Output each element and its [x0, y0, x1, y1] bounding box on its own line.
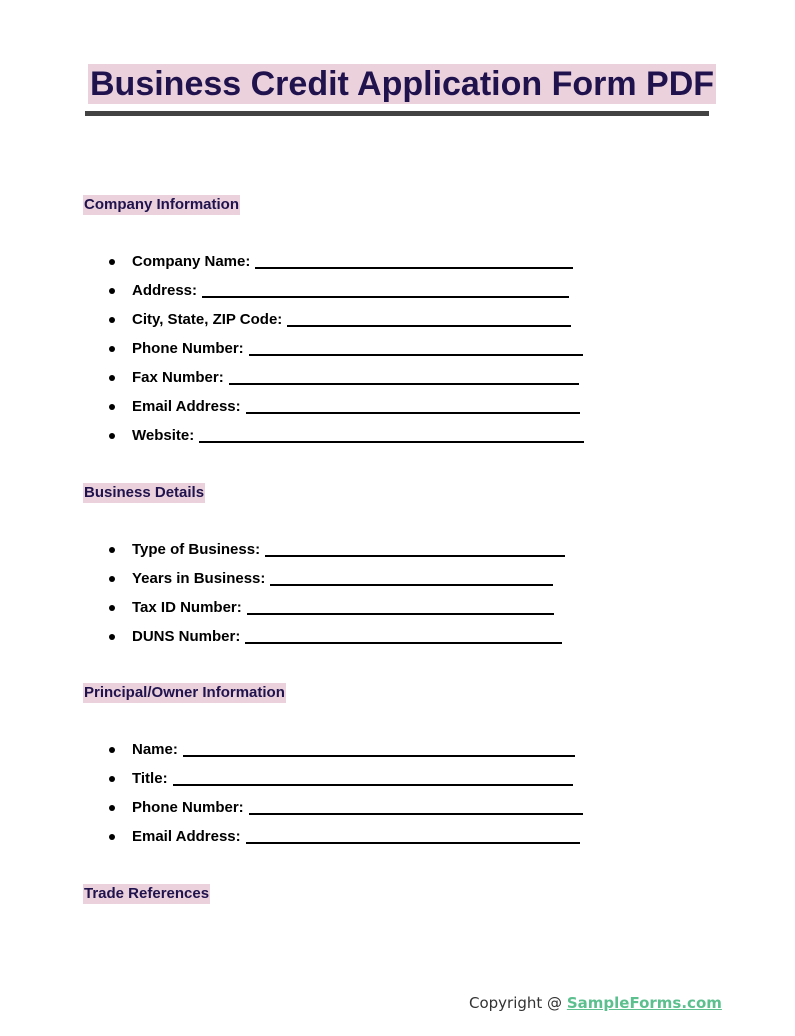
field-duns-number[interactable] [108, 622, 565, 651]
bullet-icon [109, 433, 115, 439]
section-heading-company-information: Company Information [84, 196, 240, 213]
copyright-text: Copyright @ [469, 994, 567, 1012]
bullet-icon [109, 259, 115, 265]
bullet-icon [109, 747, 115, 753]
field-tax-id-number[interactable] [108, 593, 565, 622]
blank-line[interactable] [249, 342, 583, 356]
business-details-fields [108, 535, 565, 651]
bullet-icon [109, 317, 115, 323]
bullet-icon [109, 805, 115, 811]
field-address[interactable] [108, 276, 584, 305]
blank-line[interactable] [246, 830, 580, 844]
field-company-name[interactable] [108, 247, 584, 276]
field-owner-phone-number[interactable] [108, 793, 583, 822]
sampleforms-link[interactable]: SampleForms.com [566, 994, 722, 1012]
bullet-icon [109, 547, 115, 553]
field-label: Title: [132, 770, 168, 787]
section-heading-principal-owner-information: Principal/Owner Information [84, 684, 285, 701]
field-label: Address: [132, 282, 198, 299]
field-phone-number[interactable] [108, 334, 584, 363]
blank-line[interactable] [202, 284, 569, 298]
field-label: Type of Business: [132, 541, 261, 558]
field-title[interactable] [108, 764, 583, 793]
field-fax-number[interactable] [108, 363, 584, 392]
field-website[interactable] [108, 421, 584, 450]
field-city-state-zip[interactable] [108, 305, 584, 334]
blank-line[interactable] [199, 429, 584, 443]
bullet-icon [109, 605, 115, 611]
bullet-icon [109, 288, 115, 294]
blank-line[interactable] [270, 572, 553, 586]
field-label: Phone Number: [132, 340, 244, 357]
field-type-of-business[interactable] [108, 535, 565, 564]
field-owner-email-address[interactable] [108, 822, 583, 851]
bullet-icon [109, 576, 115, 582]
blank-line[interactable] [246, 400, 580, 414]
field-label: Website: [132, 427, 195, 444]
company-information-fields [108, 247, 584, 450]
blank-line[interactable] [173, 772, 573, 786]
bullet-icon [109, 404, 115, 410]
field-label: Email Address: [132, 398, 241, 415]
field-name[interactable] [108, 735, 583, 764]
blank-line[interactable] [249, 801, 583, 815]
bullet-icon [109, 634, 115, 640]
field-label: Fax Number: [132, 369, 224, 386]
blank-line[interactable] [265, 543, 565, 557]
footer-copyright [469, 994, 722, 1012]
field-label: Name: [132, 741, 178, 758]
blank-line[interactable] [229, 371, 579, 385]
principal-owner-fields [108, 735, 583, 851]
document-title: Business Credit Application Form PDF [90, 65, 715, 103]
section-heading-trade-references: Trade References [84, 885, 210, 902]
field-label: Email Address: [132, 828, 241, 845]
field-email-address[interactable] [108, 392, 584, 421]
blank-line[interactable] [247, 601, 554, 615]
field-label: Tax ID Number: [132, 599, 242, 616]
field-label: Company Name: [132, 253, 251, 270]
field-label: City, State, ZIP Code: [132, 311, 283, 328]
section-heading-business-details: Business Details [84, 484, 205, 501]
blank-line[interactable] [245, 630, 562, 644]
blank-line[interactable] [287, 313, 571, 327]
title-divider [85, 111, 709, 116]
title-wrap [88, 64, 716, 104]
blank-line[interactable] [183, 743, 575, 757]
field-label: Years in Business: [132, 570, 266, 587]
bullet-icon [109, 375, 115, 381]
blank-line[interactable] [255, 255, 573, 269]
bullet-icon [109, 834, 115, 840]
bullet-icon [109, 346, 115, 352]
field-years-in-business[interactable] [108, 564, 565, 593]
field-label: Phone Number: [132, 799, 244, 816]
field-label: DUNS Number: [132, 628, 241, 645]
bullet-icon [109, 776, 115, 782]
